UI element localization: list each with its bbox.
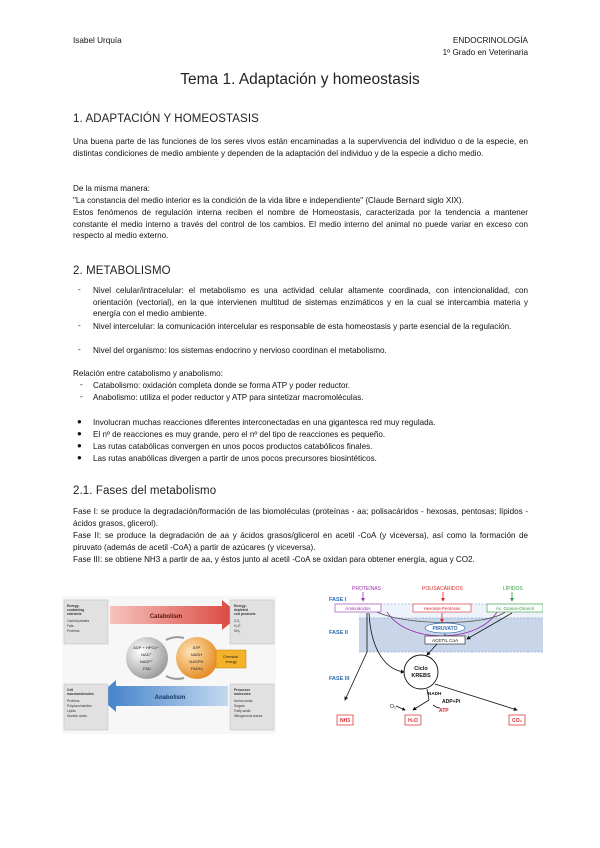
bullet-item-3: Las rutas catabólicas convergen en unos pocos productos catabólicos finales. [93,442,373,451]
subject-name: ENDOCRINOLOGÍA [452,36,528,45]
o2-arrow [396,706,405,710]
level-item-2: Nivel intercelular: la comunicación intercelular es responsable de esta homeostasis y parte esencial de la regulación. [93,322,512,331]
dash-marker: - [78,345,81,354]
krebs-to-co2-arrow [435,684,517,710]
section-2-1-heading: 2.1. Fases del metabolismo [73,485,217,497]
page-title: Tema 1. Adaptación y homeostasis [180,71,420,88]
dash-marker: - [78,285,81,294]
sec1-paragraph-1: Una buena parte de las funciones de los seres vivos están encaminadas a la supervivencia del individuo o de la especie, en distintas condiciones de medio ambiente y dependen de la adaptación del individuo y de la especie a dicho medio. [73,137,528,158]
adp-atp-curve [433,705,440,708]
sec1-paragraph-3: Estos fenómenos de regulación interna reciben el nombre de Homeostasis, caracterizada por la tendencia a mantener constante el medio interno a través del control de los cambios. El medio interno del animal no puede variar en exceso con respecto al medio externo. [73,208,528,241]
atp-label: ATP [439,708,449,714]
section-1-heading: 1. ADAPTACIÓN Y HOMEOSTASIS [73,113,259,125]
acgrasos-label: Ác. Grasos-Glicerol [495,606,535,611]
ciclo-label: Ciclo [414,666,428,672]
phase-3-text: Fase III: se obtiene NH3 a partir de aa, y éstos junto al acetil -CoA se oxidan para obtener energía, agua y CO2. [73,555,475,564]
end-products-text: Energy- depleted end products CO₂ H₂O NH₃ [234,604,256,633]
bullet-dot: ● [77,417,82,426]
piruvato-label: PIRUVATO [432,626,458,632]
o2-label: O₂ [390,704,396,710]
author-name: Isabel Urquía [73,36,122,45]
acetil-label: ACETIL CoA [431,638,459,643]
krebs-label: KREBS [411,673,431,679]
bullet-item-2: El nº de reacciones es muy grande, pero el nº del tipo de reacciones es pequeño. [93,430,386,439]
bullet-dot: ● [77,429,82,438]
sec1-paragraph-2a: De la misma manera: [73,184,150,193]
dash-marker: - [80,380,83,389]
section-2-heading: 2. METABOLISMO [73,265,171,277]
bullet-dot: ● [77,453,82,462]
nh3-label: NH3 [339,718,351,724]
h2o-label: H₂O [408,718,418,724]
adp-circle [126,637,168,679]
relation-title: Relación entre catabolismo y anabolismo: [73,369,223,378]
dash-marker: - [78,321,81,330]
polisacaridos-label: POLISACÁRIDOS [422,586,463,592]
metabolic-phases-figure [327,582,543,730]
aminoacidos-label: Aminoácidos [345,606,371,611]
relation-item-1: Catabolismo: oxidación completa donde se forma ATP y poder reductor. [93,381,351,390]
co2-label: CO₂ [512,718,522,724]
course-name: 1º Grado en Veterinaria [442,48,528,57]
hexosas-label: Hexosas-Pentosas [423,606,461,611]
energy-nutrients-text: Energy- containing nutrients Carbohydrates Fats Proteins [67,604,90,633]
adp-circle-text: ADP + HPO₄²⁻ NAD⁺ NADP⁺ FAD [133,645,160,671]
chemical-energy-box [216,650,246,668]
chemical-energy-text: Chemical energy [223,655,238,664]
dash-marker: - [80,392,83,401]
bullet-item-4: Las rutas anabólicas divergen a partir de unos pocos precursores biosintéticos. [93,454,377,463]
bullet-item-1: Involucran muchas reacciones diferentes interconectadas en una gigantesca red muy regulada. [93,418,436,427]
catabolism-anabolism-figure [62,596,276,734]
catabolism-label: Catabolism [149,614,183,620]
lipidos-label: LÍPIDOS [503,586,523,592]
level-item-1: Nivel celular/intracelular: el metabolismo es una actividad celular altamente coordinada, con intencionalidad, con orientación (vectorial), en la que intervienen multitud de sistemas enzimáticos y en la cual se intercambia materia y energía con el medio ambiente. [93,286,528,319]
nadh-label: NADH [428,691,442,696]
adp-label: ADP+Pi [442,699,461,705]
level-item-3: Nivel del organismo: los sistemas endocrino y nervioso coordinan el metabolismo. [93,346,387,355]
krebs-circle [404,655,438,689]
atp-circle-text: ATP NADH NADPH FADH₂ [189,645,204,671]
macromolecules-text: Cell macromolecules Proteins Polysaccharides Lipids Nucleic acids [67,688,94,718]
fase-3-label: FASE III [329,676,350,682]
sec1-quote: "La constancia del medio interior es la condición de la vida libre e independiente" (Claude Bernard siglo XIX). [73,196,464,205]
relation-item-2: Anabolismo: utiliza el poder reductor y ATP para sintetizar macromoléculas. [93,393,364,402]
anabolism-label: Anabolism [154,695,186,701]
fase-1-label: FASE I [329,597,347,603]
atp-circle [176,637,218,679]
phase-2-text: Fase II: se produce la degradación de aa y ácidos grasos/glicerol en acetil -CoA (y viceversa), así como la formación de piruvato (además de acetil -CoA) a partir de azúcares (y viceversa). [73,531,528,552]
bullet-dot: ● [77,441,82,450]
fase-2-label: FASE II [329,630,348,636]
proteinas-label: PROTEÍNAS [352,586,381,592]
precursor-text: Precursor molecules Amino acids Sugars Fatty acids Nitrogenous bases [234,688,263,718]
nadh-arrow [413,689,429,710]
phase-1-text: Fase I: se produce la degradación/formación de las biomoléculas (proteínas - aa; polisacáridos - hexosas, pentosas; lípidos - ácidos grasos, glicerol). [73,507,528,528]
